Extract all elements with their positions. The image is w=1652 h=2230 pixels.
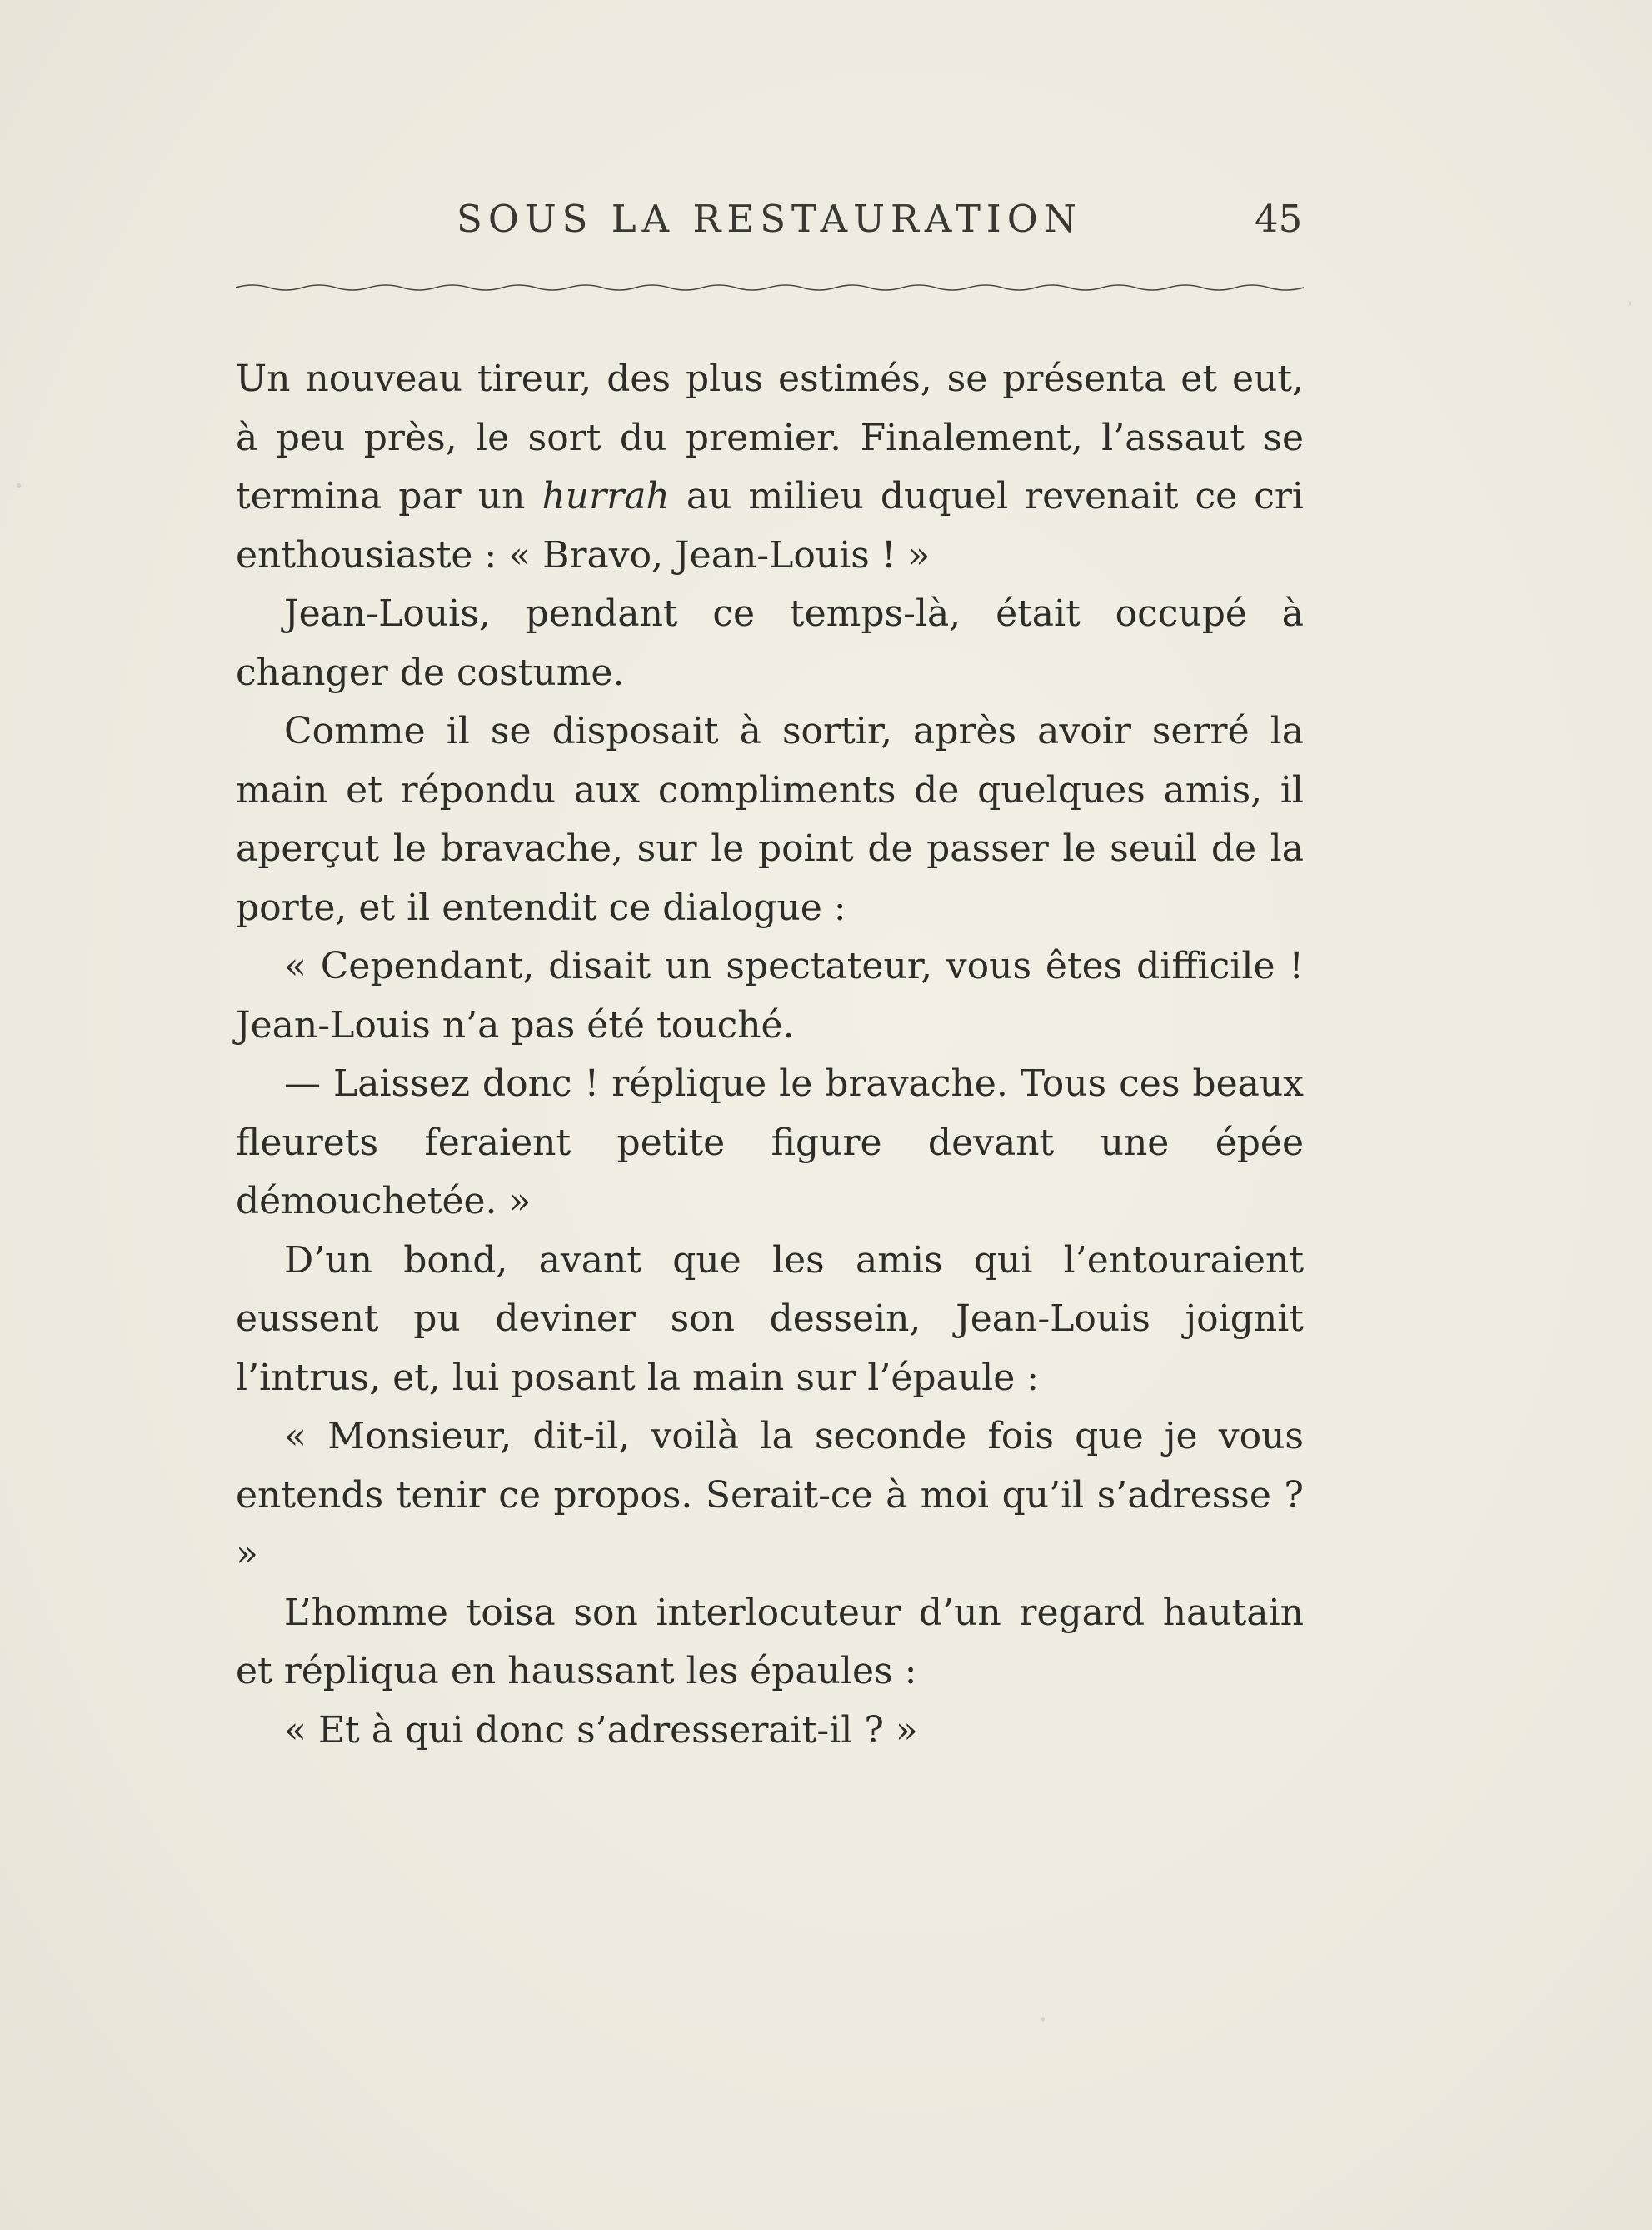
paragraph: — Laissez donc ! réplique le bravache. Tous ces beaux fleurets feraient petite figure devant une épée démouchetée. » xyxy=(236,1062,1304,1222)
paragraph: « Cependant, disait un spectateur, vous êtes difficile ! Jean-Louis n’a pas été touché. xyxy=(236,945,1304,1047)
paragraph-text: Un nouveau tireur, des plus estimés, se présenta et eut, à peu près, le sort du premier. Finalement, l’assaut se termina par un xyxy=(236,358,1304,518)
running-title: SOUS LA RESTAURATION xyxy=(457,197,1082,241)
paper-speck xyxy=(17,483,21,488)
italic-word: hurrah xyxy=(542,475,670,518)
body-text xyxy=(236,350,1304,1760)
page-number: 45 xyxy=(1255,197,1303,241)
paragraph xyxy=(236,350,1304,585)
paragraph: « Et à qui donc s’adresserait-il ? » xyxy=(284,1708,918,1752)
paragraph: « Monsieur, dit-il, voilà la seconde fois que je vous entends tenir ce propos. Serait-ce à moi qu’il s’adresse ? » xyxy=(236,1415,1304,1575)
paragraph: Comme il se disposait à sortir, après avoir serré la main et répondu aux compliments de quelques amis, il aperçut le bravache, sur le point de passer le seuil de la porte, et il entendit ce dialogue : xyxy=(236,710,1304,929)
paragraph: L’homme toisa son interlocuteur d’un regard hautain et répliqua en haussant les épaules : xyxy=(236,1591,1304,1692)
paper-speck xyxy=(1041,2017,1045,2022)
paragraph-text: au milieu duquel revenait ce cri enthousiaste : « Bravo, Jean-Louis ! » xyxy=(236,475,1304,577)
paragraph: Jean-Louis, pendant ce temps-là, était occupé à changer de costume. xyxy=(236,592,1304,694)
paragraph: D’un bond, avant que les amis qui l’entouraient eussent pu deviner son dessein, Jean-Louis joignit l’intrus, et, lui posant la main sur l’épaule : xyxy=(236,1238,1304,1399)
wavy-rule xyxy=(236,282,1304,293)
paper-speck xyxy=(1629,300,1631,307)
